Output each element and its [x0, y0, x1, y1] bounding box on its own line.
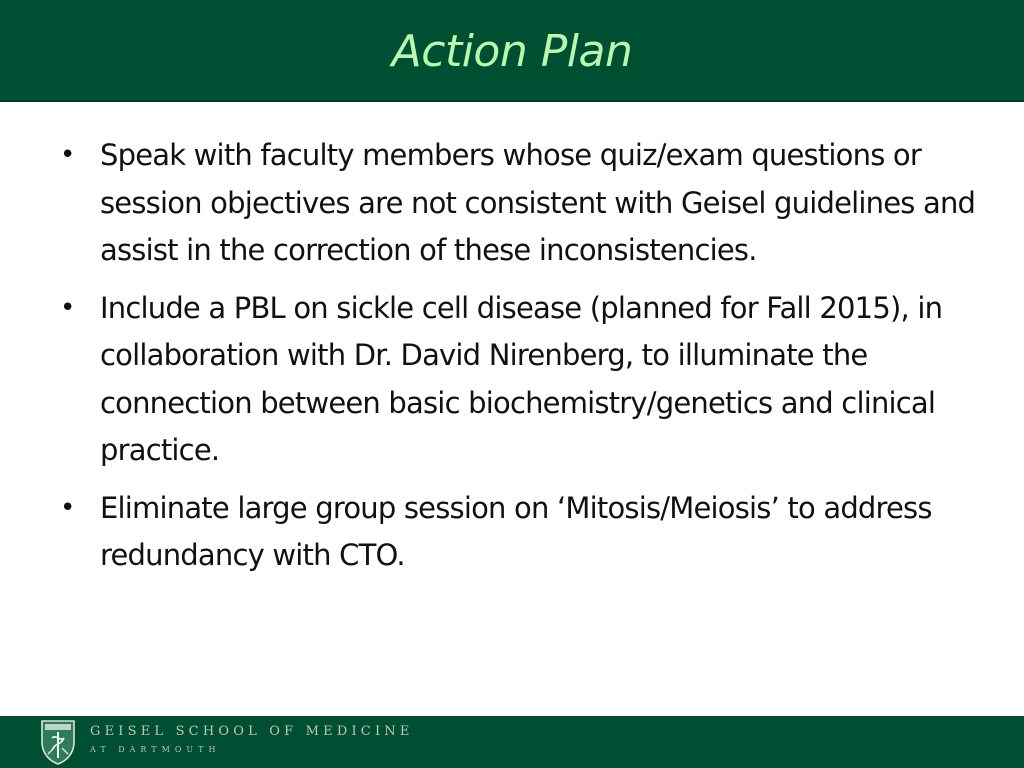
bullet-marker: • [60, 140, 75, 170]
slide-title: Action Plan [391, 26, 633, 77]
bullet-item [58, 132, 978, 275]
bullet-text: Include a PBL on sickle cell disease (planned for Fall 2015), in collaboration with Dr. David Nirenberg, to illuminate the connection between basic biochemistry/genetics and clinical practice. [100, 290, 943, 467]
title-bar [0, 0, 1024, 102]
bullet-list [58, 132, 978, 580]
school-name: GEISEL SCHOOL OF MEDICINE [90, 724, 414, 739]
bullet-item [58, 285, 978, 475]
school-subtitle: AT DARTMOUTH [90, 745, 221, 754]
geisel-seal-icon [38, 718, 78, 766]
bullet-text: Eliminate large group session on ‘Mitosis/Meiosis’ to address redundancy with CTO. [100, 490, 932, 572]
bullet-text: Speak with faculty members whose quiz/exam questions or session objectives are not consistent with Geisel guidelines and assist in the correction of these inconsistencies. [100, 138, 976, 267]
slide-content [58, 132, 978, 590]
bullet-item [58, 485, 978, 580]
bullet-marker: • [60, 492, 75, 523]
bullet-marker: • [60, 292, 75, 323]
